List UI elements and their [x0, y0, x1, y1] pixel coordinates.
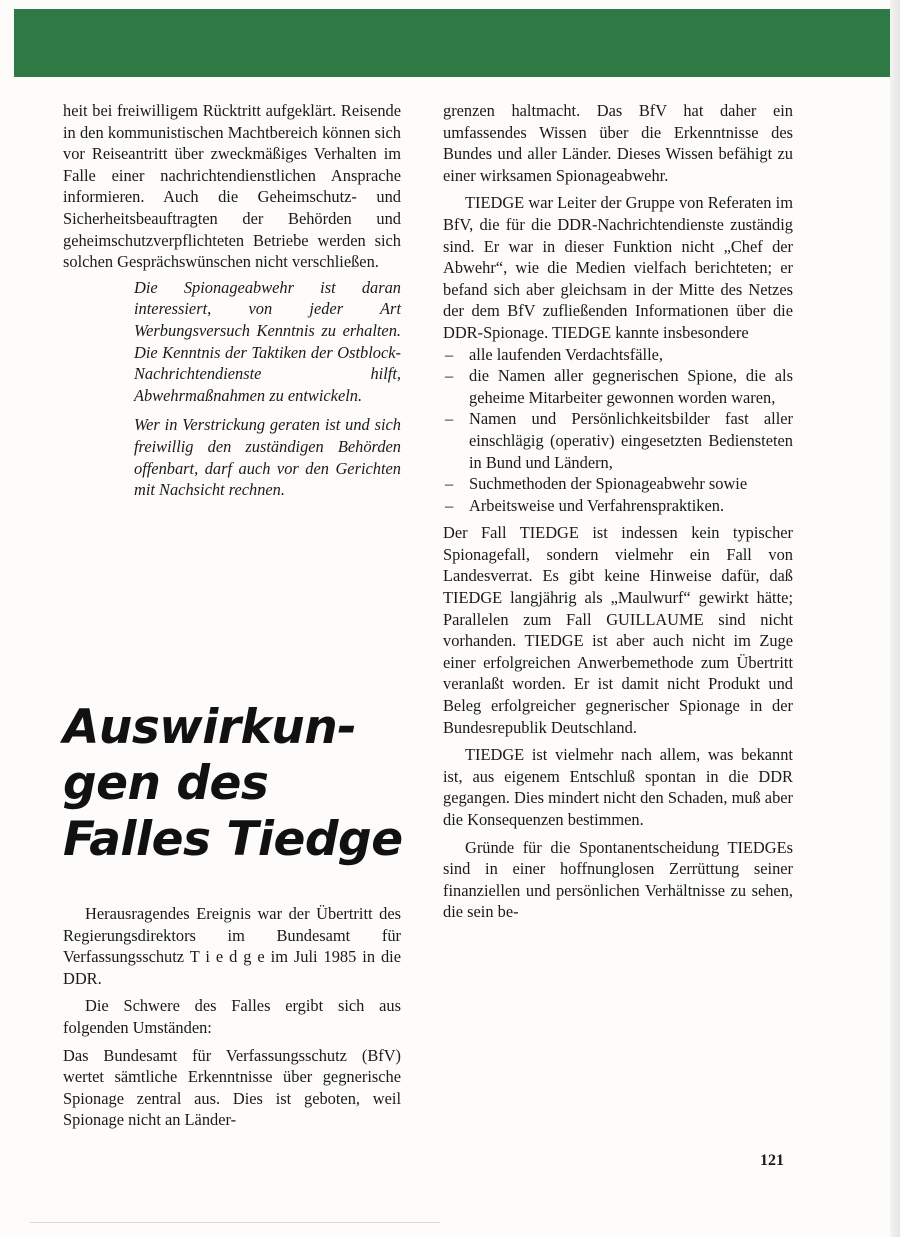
italic-callout: Wer in Verstrickung geraten ist und sich freiwillig den zuständigen Behörden offenbart, darf auch vor den Gerichten mit Nachsicht rechnen.	[134, 415, 401, 500]
headline-line: gen des	[63, 756, 269, 811]
page-number: 121	[760, 1152, 784, 1169]
left-column-lower	[63, 903, 401, 1131]
list-item: – Arbeitsweise und Verfahrenspraktiken.	[443, 495, 793, 517]
green-header-band	[14, 9, 894, 77]
left-paragraph: Die Schwere des Falles ergibt sich aus folgenden Umständen:	[63, 996, 401, 1037]
left-paragraph: Das Bundesamt für Verfassungsschutz (BfV) wertet sämtliche Erkenntnisse über gegnerische Spionage zentral aus. Dies ist geboten, weil Spionage nicht an Länder-	[63, 1045, 401, 1130]
page-edge-shadow	[890, 0, 900, 1237]
dash-list	[443, 344, 793, 517]
right-column	[443, 100, 793, 923]
headline-line: Falles Tiedge	[63, 812, 403, 867]
right-paragraph: TIEDGE ist vielmehr nach allem, was bekannt ist, aus eigenem Entschluß spontan in die DDR gegangen. Dies mindert nicht den Schaden, muß aber die Konsequenzen bestimmen.	[443, 745, 794, 829]
list-item: – alle laufenden Verdachtsfälle,	[443, 344, 793, 366]
section-headline	[63, 700, 423, 868]
right-paragraph: Gründe für die Spontanentscheidung TIEDGEs sind in einer hoffnunglosen Zerrüttung seiner finanziellen und persönlichen Verhältnisse zu sehen, die sein be-	[443, 837, 793, 922]
left-paragraph: Herausragendes Ereignis war der Übertritt des Regierungsdirektors im Bundesamt für Verfassungsschutz T i e d g e im Juli 1985 in die DDR.	[63, 904, 401, 988]
right-paragraph: grenzen haltmacht. Das BfV hat daher ein umfassendes Wissen über die Erkenntnisse des Bundes und aller Länder. Dieses Wissen befähigt zu einer wirksamen Spionageabwehr.	[443, 101, 793, 185]
list-item: – Namen und Persönlichkeitsbilder fast aller einschlägig (operativ) eingesetzten Bediensteten in Bund und Ländern,	[443, 408, 793, 473]
bottom-divider	[30, 1222, 440, 1223]
right-paragraph: TIEDGE war Leiter der Gruppe von Referaten im BfV, die für die DDR-Nachrichtendienste zuständig sind. Er war in dieser Funktion nicht „Chef der Abwehr“, wie die Medien vielfach berichteten; er befand sich aber gleichsam in der Mitte des Netzes der dem BfV zufließenden Informationen über die DDR-Spionage. TIEDGE kannte insbesondere	[443, 193, 793, 342]
italic-callout: Die Spionageabwehr ist daran interessiert, von jeder Art Werbungsversuch Kenntnis zu erhalten. Die Kenntnis der Taktiken der Ostblock-Nachrichtendienste hilft, Abwehrmaßnahmen zu entwickeln.	[134, 277, 401, 405]
right-paragraph: Der Fall TIEDGE ist indessen kein typischer Spionagefall, sondern vielmehr ein Fall von Landesverrat. Es gibt keine Hinweise dafür, daß TIEDGE langjährig als „Maulwurf“ gewirkt hätte; Parallelen zum Fall GUILLAUME sind nicht vorhanden. TIEDGE ist aber auch nicht im Zuge einer erfolgreichen Anwerbemethode zum Übertritt veranlaßt worden. Er ist damit nicht Produkt und Beleg erfolgreicher gegnerischer Spionage in der Bundesrepublik Deutschland.	[443, 523, 793, 737]
left-paragraph: heit bei freiwilligem Rücktritt aufgeklärt. Reisende in den kommunistischen Machtbereich können sich vor Reiseantritt über zweckmäßiges Verhalten im Falle einer nachrichtendienstlichen Ansprache informieren. Auch die Geheimschutz- und Sicherheitsbeauftragten der Behörden und geheimschutzverpflichteten Betriebe werden sich solchen Gesprächswünschen nicht verschließen.	[63, 101, 401, 272]
headline-line: Auswirkun-	[63, 700, 357, 755]
list-item: – Suchmethoden der Spionageabwehr sowie	[443, 473, 793, 495]
list-item: – die Namen aller gegnerischen Spione, die als geheime Mitarbeiter gewonnen worden waren,	[443, 365, 793, 408]
left-column	[63, 100, 401, 501]
